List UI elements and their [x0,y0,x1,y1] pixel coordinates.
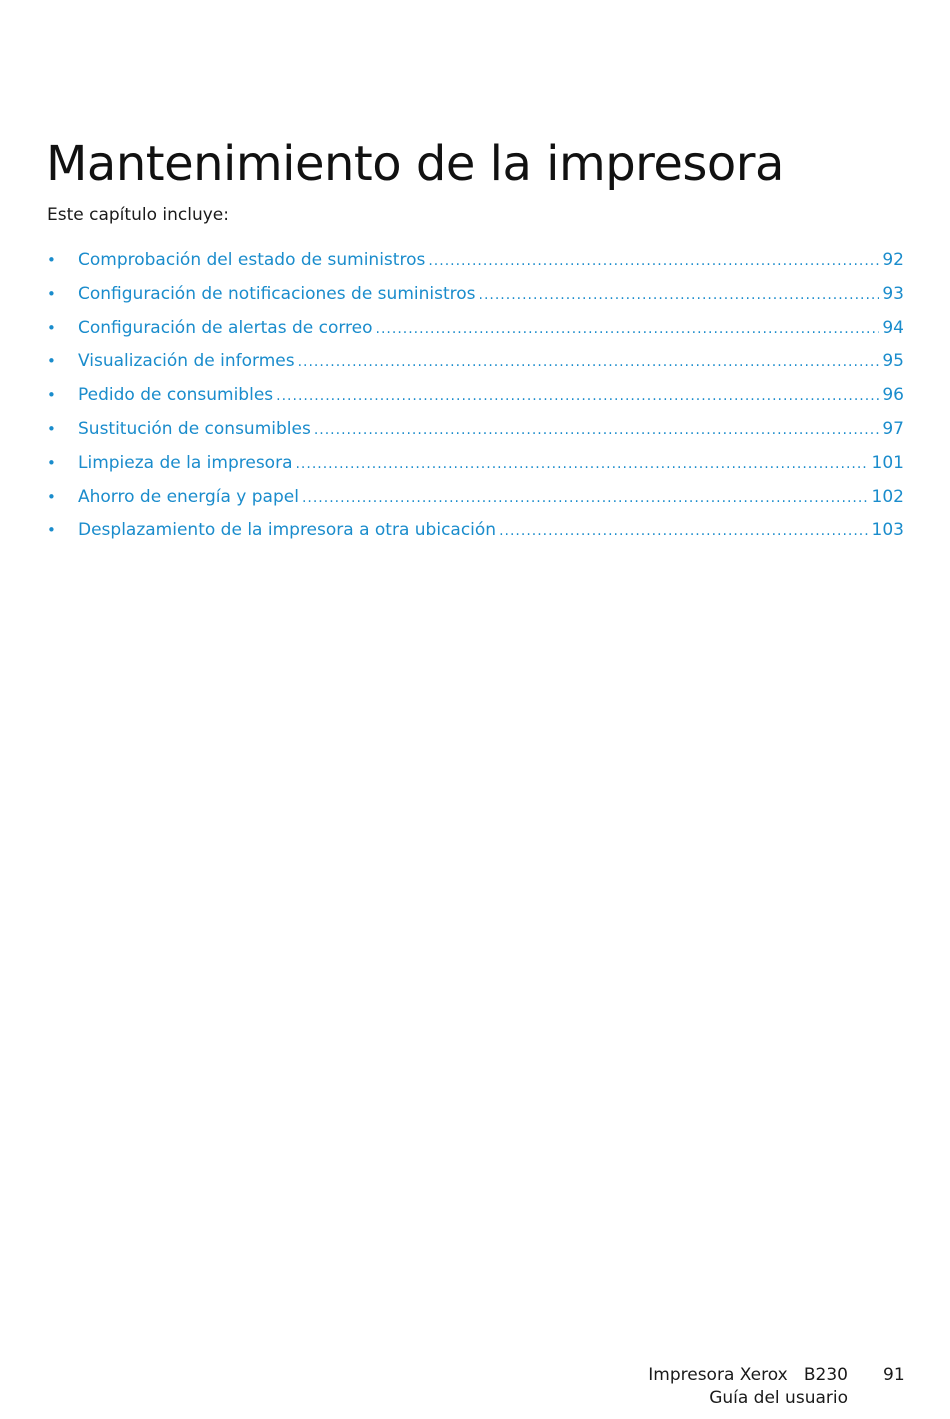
toc-item[interactable] [47,520,904,554]
bullet-icon: • [47,386,56,405]
bullet-icon: • [47,521,56,540]
toc-link[interactable]: Ahorro de energía y papel [78,486,299,507]
footer-product-name: Impresora Xerox B230 [648,1365,848,1385]
toc-page-number[interactable]: 92 [882,250,904,270]
toc-page-number[interactable]: 95 [882,351,904,372]
toc-item[interactable] [47,318,904,352]
dot-leader [314,422,880,438]
toc-item[interactable] [47,284,904,318]
dot-leader [428,253,879,269]
toc-item[interactable] [47,487,904,521]
toc-link[interactable]: Configuración de alertas de correo [78,317,373,338]
toc-page-number[interactable]: 96 [882,385,904,406]
toc-link[interactable]: Sustitución de consumibles [78,418,311,439]
chapter-intro: Este capítulo incluye: [47,205,229,225]
bullet-icon: • [47,419,56,438]
dot-leader [499,523,868,539]
page-footer [648,1364,848,1410]
toc-page-number[interactable]: 101 [871,452,904,473]
toc-item[interactable] [47,419,904,453]
toc-link[interactable]: Visualización de informes [78,351,295,372]
bullet-icon: • [47,453,56,472]
toc-link[interactable]: Configuración de notificaciones de suministros [78,283,476,304]
toc-page-number[interactable]: 102 [871,486,904,507]
dot-leader [479,287,880,303]
toc-page-number[interactable]: 103 [871,520,904,541]
toc-page-number[interactable]: 93 [882,283,904,304]
toc-item[interactable] [47,453,904,487]
toc-link[interactable]: Limpieza de la impresora [78,452,293,473]
footer-guide-name: Guía del usuario [709,1388,848,1408]
toc-item[interactable] [47,385,904,419]
bullet-icon: • [47,487,56,506]
dot-leader [276,388,879,404]
bullet-icon: • [47,352,56,371]
page-number: 91 [883,1365,905,1385]
toc-link[interactable]: Pedido de consumibles [78,385,274,406]
toc-page-number[interactable]: 94 [882,317,904,338]
bullet-icon: • [47,251,56,269]
table-of-contents [47,250,904,554]
dot-leader [376,321,880,337]
dot-leader [298,354,880,370]
dot-leader [302,490,869,506]
page-title: Mantenimiento de la impresora [46,136,784,192]
toc-item[interactable] [47,351,904,385]
bullet-icon: • [47,318,56,337]
toc-link[interactable]: Comprobación del estado de suministros [78,250,426,270]
bullet-icon: • [47,284,56,303]
toc-link[interactable]: Desplazamiento de la impresora a otra ubicación [78,520,497,541]
dot-leader [295,456,868,472]
toc-page-number[interactable]: 97 [882,418,904,439]
toc-item[interactable] [47,250,904,284]
